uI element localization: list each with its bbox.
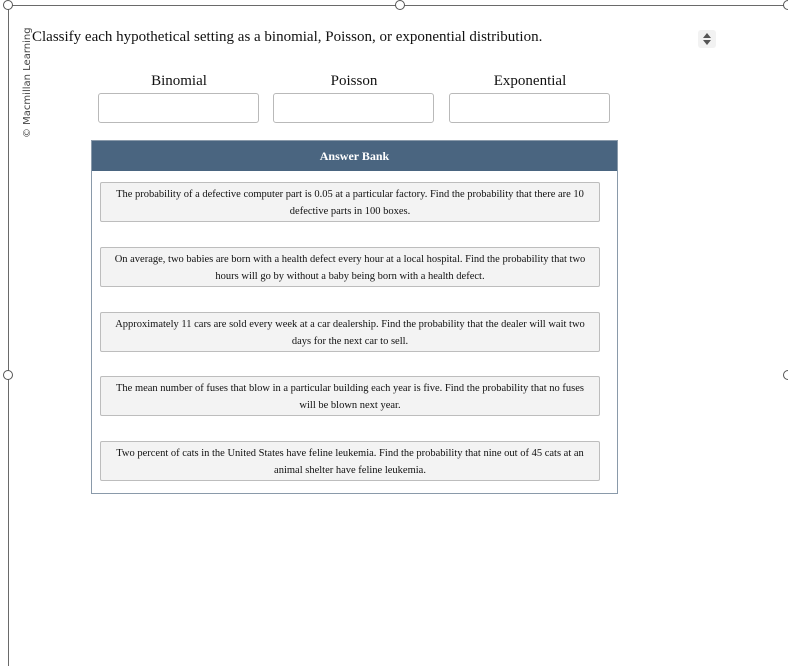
- category-label-binomial: Binomial: [151, 73, 207, 89]
- arrow-up-icon: [703, 33, 711, 38]
- answer-card[interactable]: The probability of a defective computer part is 0.05 at a particular factory. Find the probability that there are 10 defective parts in 100 boxes.: [100, 182, 600, 222]
- resize-handle-top-middle[interactable]: [395, 0, 405, 10]
- resize-handle-middle-left[interactable]: [3, 370, 13, 380]
- answer-bank-title: Answer Bank: [92, 141, 617, 171]
- resize-handle-top-left[interactable]: [3, 0, 13, 10]
- answer-bank: [91, 140, 618, 494]
- resize-handle-middle-right[interactable]: [783, 370, 788, 380]
- drop-zone-exponential[interactable]: [449, 93, 610, 123]
- copyright-credit: © Macmillan Learning: [22, 27, 33, 138]
- category-label-exponential: Exponential: [493, 73, 567, 89]
- sort-arrows-icon[interactable]: [698, 30, 716, 48]
- drop-zone-poisson[interactable]: [273, 93, 434, 123]
- selection-frame-left: [8, 5, 9, 666]
- question-text: Classify each hypothetical setting as a binomial, Poisson, or exponential distribution.: [32, 29, 543, 45]
- category-label-poisson: Poisson: [330, 73, 378, 89]
- answer-card[interactable]: Approximately 11 cars are sold every week at a car dealership. Find the probability that the dealer will wait two days for the next car to sell.: [100, 312, 600, 352]
- resize-handle-top-right[interactable]: [783, 0, 788, 10]
- answer-card[interactable]: Two percent of cats in the United States have feline leukemia. Find the probability that nine out of 45 cats at an animal shelter have feline leukemia.: [100, 441, 600, 481]
- arrow-down-icon: [703, 40, 711, 45]
- answer-card[interactable]: On average, two babies are born with a health defect every hour at a local hospital. Find the probability that two hours will go by without a baby being born with a health defect.: [100, 247, 600, 287]
- drop-zone-binomial[interactable]: [98, 93, 259, 123]
- answer-card[interactable]: The mean number of fuses that blow in a particular building each year is five. Find the probability that no fuses will be blown next year.: [100, 376, 600, 416]
